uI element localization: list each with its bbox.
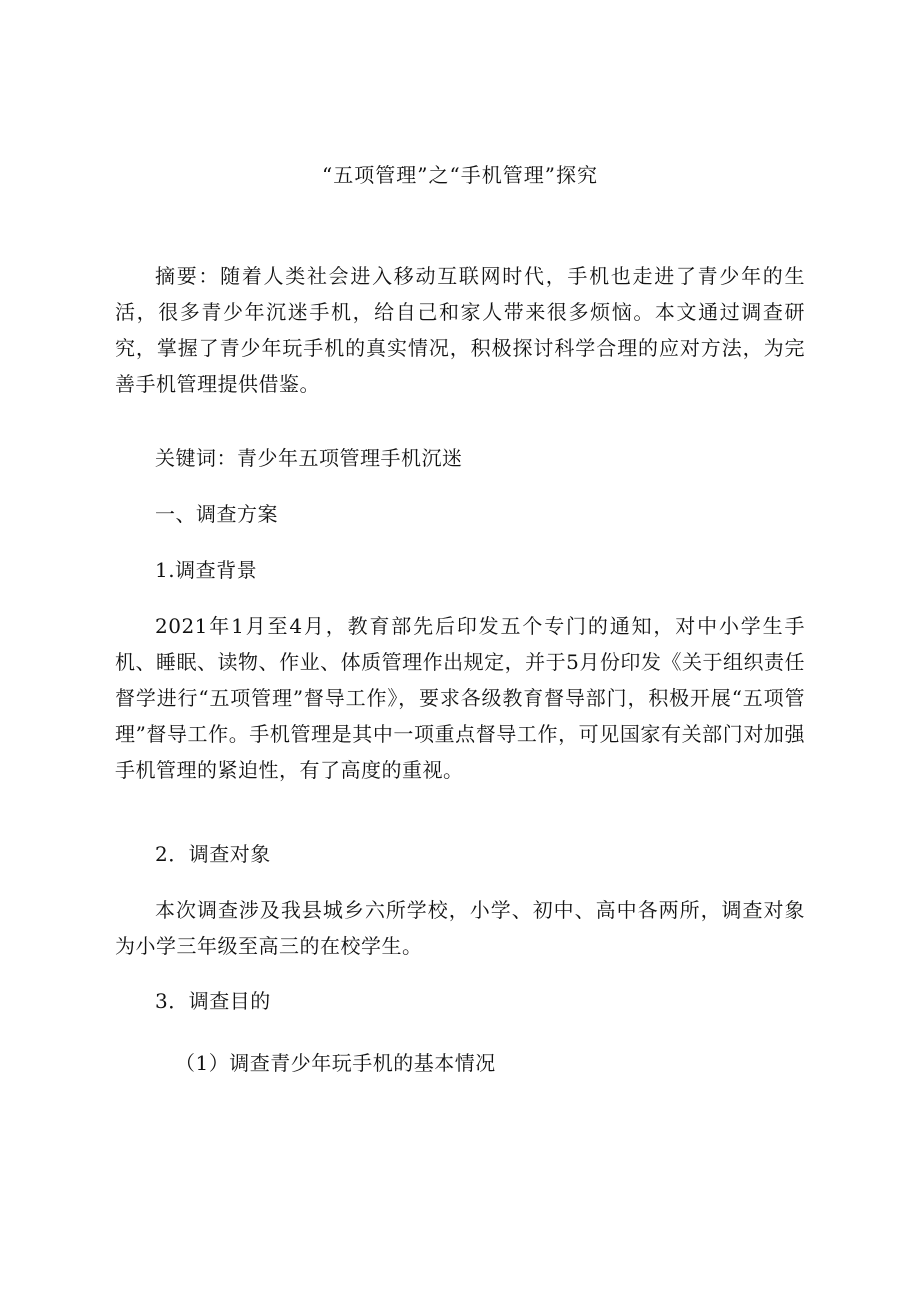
survey-object-paragraph: 本次调查涉及我县城乡六所学校，小学、初中、高中各两所，调查对象为小学三年级至高三的在校学生。	[115, 898, 805, 958]
subheading-survey-object: 2．调查对象	[155, 842, 271, 866]
section-heading-survey-plan: 一、调查方案	[155, 502, 278, 526]
purpose-item-1: （1）调查青少年玩手机的基本情况	[175, 1051, 496, 1075]
background-paragraph: 2021年1月至4月，教育部先后印发五个专门的通知，对中小学生手机、睡眠、读物、作业、体质管理作出规定，并于5月份印发《关于组织责任督学进行“五项管理”督导工作》，要求各级教育督导部门，积极开展“五项管理”督导工作。手机管理是其中一项重点督导工作，可见国家有关部门对加强手机管理的紧迫性，有了高度的重视。	[115, 614, 805, 782]
keywords-line: 关键词：青少年五项管理手机沉迷	[155, 446, 463, 470]
document-title: “五项管理”之“手机管理”探究	[322, 163, 598, 187]
abstract-paragraph: 摘要：随着人类社会进入移动互联网时代，手机也走进了青少年的生活，很多青少年沉迷手机，给自己和家人带来很多烦恼。本文通过调查研究，掌握了青少年玩手机的真实情况，积极探讨科学合理的应对方法，为完善手机管理提供借鉴。	[115, 264, 805, 396]
subheading-survey-purpose: 3．调查目的	[155, 989, 271, 1013]
subheading-background: 1.调查背景	[155, 558, 258, 582]
